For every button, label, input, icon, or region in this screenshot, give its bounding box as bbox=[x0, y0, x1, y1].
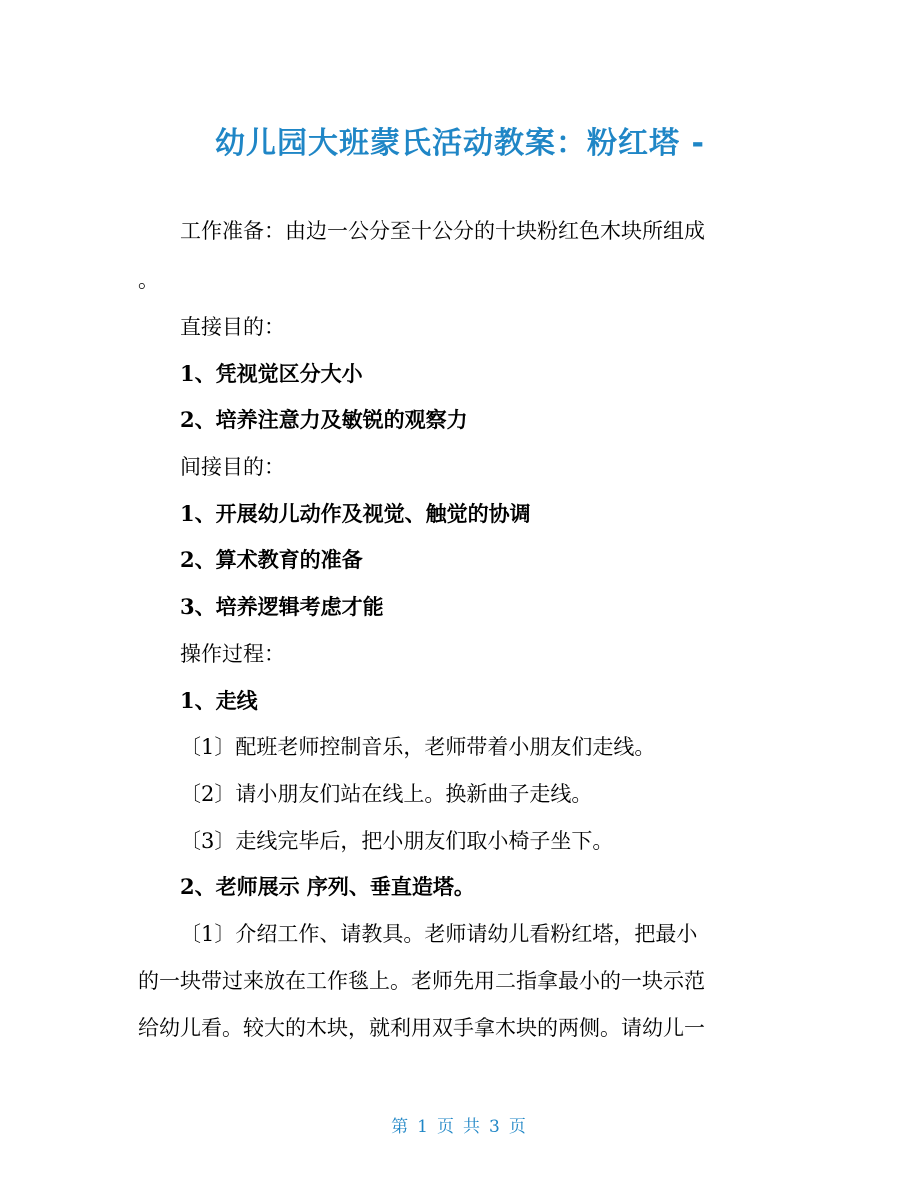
paragraph-line: 〔1〕介绍工作、请教具。老师请幼儿看粉红塔，把最小 bbox=[180, 922, 698, 946]
footer-total-pages: 3 bbox=[489, 1117, 503, 1137]
footer-mid1: 页 bbox=[437, 1117, 457, 1137]
heading-direct-purpose: 直接目的： bbox=[180, 315, 285, 339]
paragraph-line: 给幼儿看。较大的木块，就利用双手拿木块的两侧。请幼儿一 bbox=[138, 1016, 705, 1040]
page-title: 幼儿园大班蒙氏活动教案：粉红塔 - bbox=[215, 126, 705, 161]
page-footer bbox=[0, 1112, 920, 1137]
footer-page-number: 1 bbox=[417, 1117, 431, 1137]
footer-prefix: 第 bbox=[391, 1117, 412, 1137]
list-item: 2、算术教育的准备 bbox=[180, 547, 363, 572]
list-item: 3、培养逻辑考虑才能 bbox=[180, 594, 384, 619]
footer-suffix: 页 bbox=[508, 1117, 529, 1137]
list-item: 1、走线 bbox=[180, 688, 258, 713]
list-item: 〔3〕走线完毕后，把小朋友们取小椅子坐下。 bbox=[180, 829, 614, 853]
paragraph-work-preparation: 工作准备：由边一公分至十公分的十块粉红色木块所组成 bbox=[180, 219, 705, 243]
heading-procedure: 操作过程： bbox=[180, 642, 285, 666]
list-item: 2、老师展示 序列、垂直造塔。 bbox=[180, 874, 475, 899]
list-item: 2、培养注意力及敏锐的观察力 bbox=[180, 407, 468, 432]
list-item: 1、开展幼儿动作及视觉、触觉的协调 bbox=[180, 501, 531, 526]
list-item: 1、凭视觉区分大小 bbox=[180, 361, 363, 386]
list-item: 〔1〕配班老师控制音乐，老师带着小朋友们走线。 bbox=[180, 735, 656, 759]
footer-mid2: 共 bbox=[463, 1117, 483, 1137]
list-item: 〔2〕请小朋友们站在线上。换新曲子走线。 bbox=[180, 782, 593, 806]
paragraph-line: 的一块带过来放在工作毯上。老师先用二指拿最小的一块示范 bbox=[138, 969, 705, 993]
paragraph-work-preparation-tail: 。 bbox=[138, 268, 159, 292]
heading-indirect-purpose: 间接目的： bbox=[180, 455, 285, 479]
